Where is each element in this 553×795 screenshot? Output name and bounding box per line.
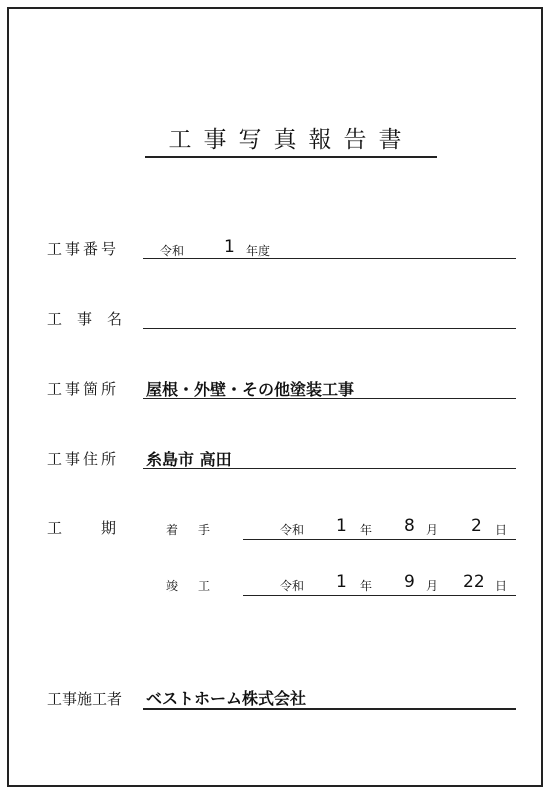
end-label: 竣 工 bbox=[166, 579, 215, 593]
start-year-unit: 年 bbox=[360, 523, 373, 537]
start-year: 1 bbox=[336, 516, 347, 536]
document-title: 工事写真報告書 bbox=[145, 124, 437, 158]
end-month-unit: 月 bbox=[426, 579, 439, 593]
contractor-value: ベストホーム株式会社 bbox=[146, 689, 307, 708]
end-underline bbox=[243, 595, 516, 596]
construction-period-label: 工 期 bbox=[47, 519, 120, 537]
start-day: 2 bbox=[471, 516, 482, 536]
start-era: 令和 bbox=[280, 523, 305, 537]
construction-address-label: 工事住所 bbox=[47, 450, 120, 468]
construction-number-era: 令和 bbox=[160, 244, 185, 258]
start-underline bbox=[243, 539, 516, 540]
end-day: 22 bbox=[463, 572, 485, 592]
end-year: 1 bbox=[336, 572, 347, 592]
end-era: 令和 bbox=[280, 579, 305, 593]
construction-number-value: 1 bbox=[224, 237, 235, 257]
construction-site-label: 工事箇所 bbox=[47, 380, 120, 398]
construction-number-label: 工事番号 bbox=[47, 240, 120, 258]
end-month: 9 bbox=[404, 572, 415, 592]
contractor-label: 工事施工者 bbox=[47, 690, 123, 708]
construction-address-underline bbox=[143, 468, 516, 469]
construction-name-underline bbox=[143, 328, 516, 329]
start-month-unit: 月 bbox=[426, 523, 439, 537]
start-day-unit: 日 bbox=[495, 523, 508, 537]
start-label: 着 手 bbox=[166, 523, 215, 537]
construction-number-underline bbox=[143, 258, 516, 259]
end-year-unit: 年 bbox=[360, 579, 373, 593]
construction-site-underline bbox=[143, 398, 516, 399]
end-day-unit: 日 bbox=[495, 579, 508, 593]
construction-name-label: 工 事 名 bbox=[47, 310, 123, 328]
construction-number-suffix: 年度 bbox=[246, 244, 271, 258]
construction-site-value: 屋根・外壁・その他塗装工事 bbox=[146, 380, 355, 399]
contractor-underline bbox=[143, 708, 516, 710]
construction-address-value: 糸島市 高田 bbox=[146, 450, 232, 469]
start-month: 8 bbox=[404, 516, 415, 536]
